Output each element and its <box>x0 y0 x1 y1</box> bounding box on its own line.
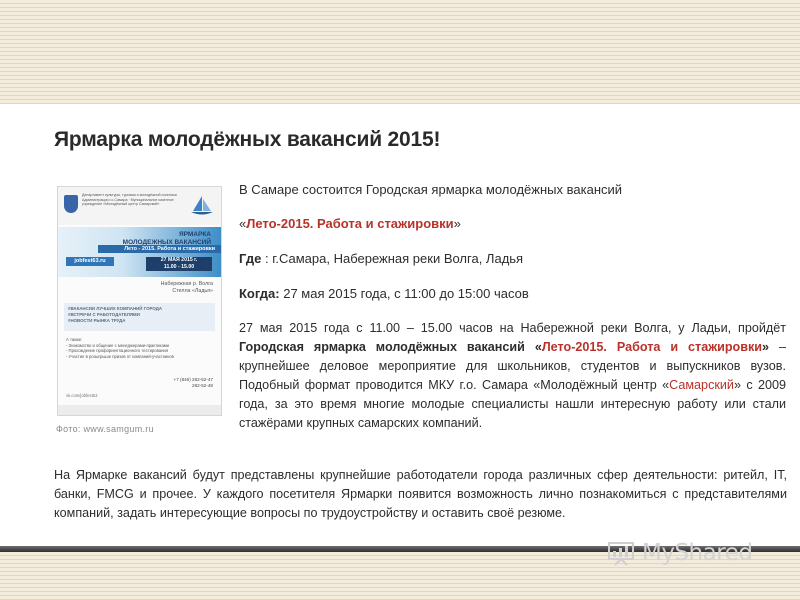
poster-tag-3: #НОВОСТИ РЫНКА ТРУДА <box>68 318 126 323</box>
samara-emblem-icon <box>64 195 78 213</box>
when-line <box>239 284 759 303</box>
description-event-name: Лето-2015. Работа и стажировки <box>541 340 763 354</box>
sailboat-logo-icon <box>190 195 214 217</box>
event-poster-image <box>57 186 222 416</box>
poster-site: jobfest63.ru <box>66 257 114 266</box>
description-text: 27 мая 2015 года с 11.00 – 15.00 часов на Набережной реки Волга, у Ладьи, пройдёт <box>239 321 786 335</box>
quote-open: « <box>239 216 247 231</box>
when-value: 27 мая 2015 года, с 11:00 до 15:00 часов <box>279 286 529 301</box>
where-value: : г.Самара, Набережная реки Волга, Ладья <box>261 251 524 266</box>
poster-heading <box>101 231 211 246</box>
presentation-board-icon <box>608 542 634 566</box>
poster-tag-2: #ВСТРЕЧИ С РАБОТОДАТЕЛЯМИ <box>68 312 140 317</box>
poster-tag-1: #ВАКАНСИИ ЛУЧШИХ КОМПАНИЙ ГОРОДА <box>68 306 163 311</box>
description-text: » с 2009 года, за это время многие молодые специалисты нашли интересную работу или стали стажёрами крупных самарских компаний. <box>239 378 786 430</box>
poster-place <box>133 281 213 295</box>
poster-footer-bar <box>58 405 221 415</box>
where-line <box>239 249 759 268</box>
poster-heading-line1: ЯРМАРКА <box>178 231 211 238</box>
description-bold: Городская ярмарка молодёжных вакансий « <box>239 340 542 354</box>
page-title: Ярмарка молодёжных вакансий 2015! <box>54 128 441 151</box>
poster-place-line2: Стелла «Ладья» <box>172 288 213 294</box>
poster-phone-2: 262-52-48 <box>192 383 213 388</box>
poster-date <box>146 257 212 271</box>
myshared-watermark <box>608 538 768 570</box>
when-label: Когда: <box>239 286 280 301</box>
intro-line: В Самаре состоится Городская ярмарка молодёжных вакансий <box>239 182 623 197</box>
poster-vk-link: vk.com/jobfest63 <box>66 393 98 398</box>
poster-hashtags <box>64 303 215 331</box>
poster-date-line1: 27 МАЯ 2015 г. <box>160 257 198 263</box>
poster-phone-1: +7 (846) 262-52-47 <box>173 377 213 382</box>
description-city: Самарский <box>669 378 734 392</box>
event-name-line <box>239 214 759 233</box>
where-label: Где <box>239 251 262 266</box>
poster-also-title: А также: <box>66 337 83 342</box>
poster-phones <box>153 377 213 389</box>
poster-also-item: - Знакомство и общение с менеджерами-практиками <box>66 342 169 348</box>
poster-also-item: - Прохождение профориентационного тестирования <box>66 348 169 354</box>
poster-also-list <box>66 337 206 359</box>
poster-ribbon: Лето - 2015. Работа и стажировки <box>98 245 221 253</box>
description-text: – крупнейшее деловое мероприятие для школьников, студентов и выпускников вузов. Подобный формат проводится МКУ г.о. Самара «Молодёжный центр « <box>239 340 786 392</box>
description-paragraph <box>239 319 786 433</box>
poster-place-line1: Набережная р. Волга <box>160 281 213 287</box>
poster-date-line2: 11.00 - 15.00 <box>163 264 195 270</box>
quote-close: » <box>453 216 461 231</box>
poster-also-item: - Участие в розыгрыше призов от компаний-участников <box>66 353 174 359</box>
poster-heading-line2: МОЛОДЕЖНЫХ ВАКАНСИЙ <box>122 238 211 246</box>
event-name: Лето-2015. Работа и стажировки <box>246 216 454 231</box>
description-bold-close: » <box>762 340 770 354</box>
photo-caption: Фото: www.samgum.ru <box>56 424 154 434</box>
employers-paragraph: На Ярмарке вакансий будут представлены крупнейшие работодатели города различных сфер деятельности: ритейл, IT, банки, FMCG и прочее. У каждого посетителя Ярмарки появится возможность лично познакомиться с представителями компаний, задать интересующие вопросы по трудоустройству и оставить своё резюме. <box>54 468 787 520</box>
watermark-text: MyShared <box>642 540 753 566</box>
poster-organizer: Департамент культуры, туризма и молодёжной политики Администрации г.о.Самара · Муниципальное казенное учреждение «Молодёжный центр Самарский» <box>82 193 177 207</box>
